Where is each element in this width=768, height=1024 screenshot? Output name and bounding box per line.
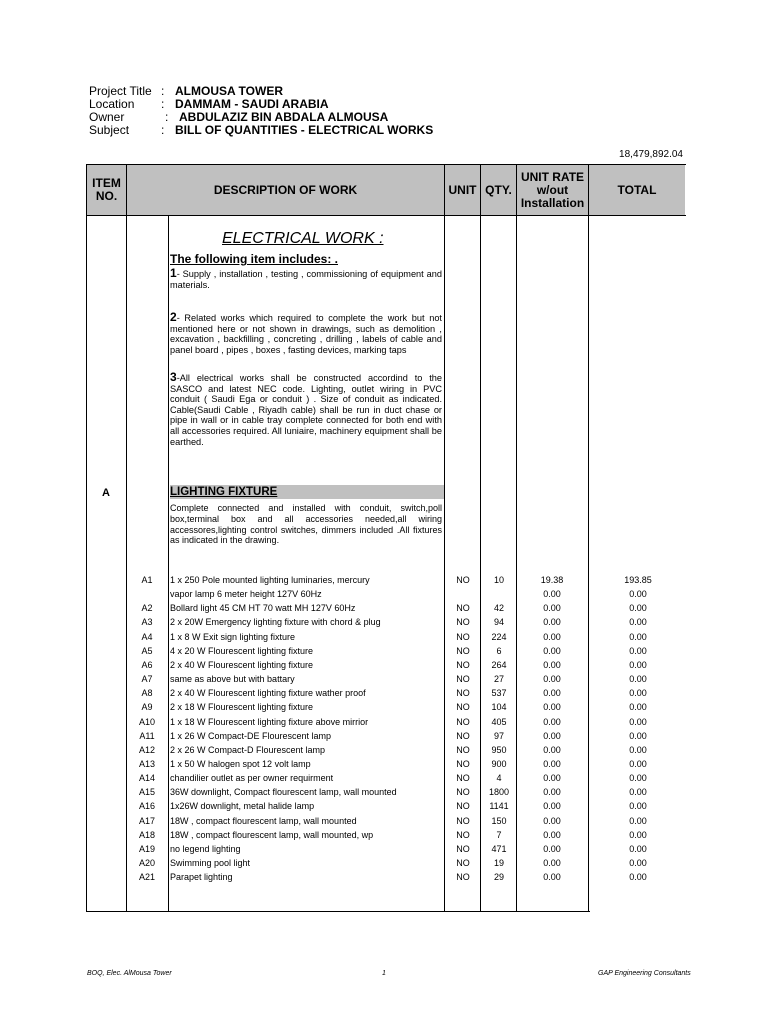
item-description: 1x26W downlight, metal halide lamp [170, 801, 315, 812]
table-row [127, 716, 687, 729]
item-unit-rate: 19.38 [540, 575, 564, 585]
item-quantity: 4 [496, 773, 502, 784]
item-unit: NO [456, 801, 470, 812]
item-total: 0.00 [629, 730, 647, 741]
item-quantity: 224 [491, 631, 507, 642]
item-total: 0.00 [629, 815, 647, 826]
item-unit: NO [456, 659, 470, 670]
item-unit-rate: 0.00 [543, 872, 561, 883]
item-quantity: 1141 [489, 801, 509, 812]
table-row [127, 588, 687, 601]
header-description: DESCRIPTION OF WORK [127, 165, 444, 215]
section-title: ELECTRICAL WORK : [222, 230, 384, 247]
item-description: vapor lamp 6 meter height 127V 60Hz [170, 589, 322, 600]
table-row [127, 786, 687, 799]
item-unit-rate: 0.00 [543, 815, 561, 826]
item-total: 0.00 [629, 758, 647, 769]
item-number: A15 [138, 787, 155, 798]
item-unit: NO [456, 829, 470, 840]
project-title-value: ALMOUSA TOWER [175, 84, 283, 98]
table-row [127, 659, 687, 672]
item-description: 36W downlight, Compact flourescent lamp, wall mounted [170, 787, 397, 798]
group-code: A [102, 487, 110, 499]
table-row [127, 602, 687, 615]
item-quantity: 900 [491, 758, 507, 769]
table-row [127, 631, 687, 644]
colon: : [161, 97, 165, 111]
item-total: 0.00 [629, 744, 647, 755]
item-quantity: 7 [496, 829, 502, 840]
location-label: Location [89, 97, 135, 111]
item-unit: NO [456, 674, 470, 685]
item-number: A4 [141, 631, 153, 642]
item-description: Swimming pool light [170, 858, 251, 868]
paragraph-1 [170, 268, 442, 290]
item-description: Parapet lighting [170, 872, 233, 883]
item-quantity: 264 [491, 659, 507, 670]
group-description: Complete connected and installed with conduit, switch,poll box,terminal box and all accessories needed,all wiring accessores,lighting control switches, dimmers included .All fixtures as indicated in the drawing. [170, 503, 442, 546]
item-quantity: 19 [493, 858, 504, 868]
item-total: 0.00 [629, 617, 647, 628]
item-total: 0.00 [629, 702, 647, 713]
item-total: 0.00 [629, 872, 647, 883]
item-quantity: 537 [491, 688, 507, 699]
item-unit-rate: 0.00 [543, 744, 561, 755]
item-unit-rate: 0.00 [543, 787, 561, 798]
item-number: A6 [141, 659, 153, 670]
item-unit-rate: 0.00 [543, 730, 561, 741]
colon: : [161, 84, 165, 98]
item-unit-rate: 0.00 [543, 843, 561, 854]
item-total: 0.00 [629, 631, 647, 642]
item-quantity: 104 [491, 702, 507, 713]
item-number: A3 [141, 617, 153, 628]
item-quantity: 27 [493, 674, 504, 685]
item-quantity: 97 [493, 730, 504, 741]
item-unit-rate: 0.00 [543, 702, 561, 713]
item-description: 2 x 40 W Flourescent lighting fixture wather proof [170, 688, 366, 699]
item-unit: NO [456, 843, 470, 854]
group-title: LIGHTING FIXTURE [170, 486, 278, 498]
owner-value: ABDULAZIZ BIN ABDALA ALMOUSA [179, 110, 389, 124]
item-total: 0.00 [629, 688, 647, 699]
item-unit: NO [456, 688, 470, 699]
item-description: 4 x 20 W Flourescent lighting fixture [170, 645, 314, 656]
item-unit: NO [456, 744, 470, 755]
item-total: 0.00 [629, 787, 647, 798]
footer-page-number: 1 [382, 970, 386, 977]
item-quantity: 29 [493, 872, 504, 883]
footer-left: BOQ, Elec. AlMousa Tower [87, 970, 172, 977]
item-unit-rate: 0.00 [543, 773, 561, 784]
item-number: A5 [141, 645, 153, 656]
item-description: 18W , compact flourescent lamp, wall mounted, wp [170, 829, 374, 840]
table-row [127, 843, 687, 856]
item-number: A14 [138, 773, 155, 784]
item-total: 0.00 [629, 801, 647, 812]
item-unit: NO [456, 758, 470, 769]
item-unit-rate: 0.00 [543, 688, 561, 699]
paragraph-number: 2 [170, 310, 177, 324]
item-quantity: 94 [493, 617, 504, 628]
paragraph-number: 3 [170, 370, 177, 384]
subject-value: BILL OF QUANTITIES - ELECTRICAL WORKS [175, 123, 434, 137]
table-row [127, 857, 687, 870]
item-number: A19 [138, 843, 155, 854]
item-number: A1 [141, 575, 153, 585]
item-total: 0.00 [629, 645, 647, 656]
group-title-bar [170, 485, 444, 499]
table-row [127, 730, 687, 743]
subject-label: Subject [89, 123, 130, 137]
item-quantity: 42 [493, 603, 504, 614]
item-description: same as above but with battary [170, 674, 295, 685]
item-unit-rate: 0.00 [543, 603, 561, 614]
item-unit-rate: 0.00 [543, 645, 561, 656]
table-row [127, 772, 687, 785]
item-total: 193.85 [624, 575, 652, 585]
grid-line [86, 215, 686, 216]
item-total: 0.00 [629, 843, 647, 854]
item-description: 1 x 50 W halogen spot 12 volt lamp [170, 758, 311, 769]
owner-label: Owner [89, 110, 125, 124]
item-quantity: 6 [496, 645, 502, 656]
item-unit: NO [456, 631, 470, 642]
item-description: 2 x 18 W Flourescent lighting fixture [170, 702, 314, 713]
item-total: 0.00 [629, 659, 647, 670]
item-description: 2 x 40 W Flourescent lighting fixture [170, 659, 314, 670]
item-number: A12 [138, 744, 155, 755]
item-unit: NO [456, 858, 470, 868]
item-unit: NO [456, 872, 470, 883]
section-subtitle: The following item includes: . [170, 252, 339, 266]
item-unit-rate: 0.00 [543, 631, 561, 642]
item-quantity: 950 [491, 744, 507, 755]
paragraph-text: - Related works which required to complete the work but not mentioned here or not shown in drawings, such as demolition , excavation , backfilling , concreting , drilling , labels of cable and panel board , pipes , boxes , fasting devices, marking taps [170, 313, 442, 355]
item-total: 0.00 [629, 674, 647, 685]
header-total: TOTAL [589, 165, 685, 215]
table-row [127, 800, 687, 813]
table-row [127, 701, 687, 714]
location-value: DAMMAM - SAUDI ARABIA [175, 97, 329, 111]
item-number: A7 [141, 674, 153, 685]
table-row [127, 645, 687, 658]
grid-line [86, 164, 686, 165]
item-description: 2 x 26 W Compact-D Flourescent lamp [170, 744, 326, 755]
item-description: 2 x 20W Emergency lighting fixture with chord & plug [170, 617, 381, 628]
item-unit: NO [456, 645, 470, 656]
header-unit-rate: UNIT RATE w/out Installation [517, 165, 588, 215]
item-unit: NO [456, 716, 470, 727]
item-total: 0.00 [629, 589, 647, 600]
item-number: A11 [139, 730, 155, 741]
paragraph-3 [170, 372, 442, 447]
paragraph-2 [170, 312, 442, 355]
table-row [127, 616, 687, 629]
footer-right: GAP Engineering Consultants [598, 970, 691, 977]
table-row [127, 815, 687, 828]
item-unit: NO [456, 575, 470, 585]
grand-total: 18,479,892.04 [619, 149, 683, 160]
table-row [127, 744, 687, 757]
item-quantity: 471 [491, 843, 507, 854]
item-description: 1 x 250 Pole mounted lighting luminaries, mercury [170, 575, 370, 585]
item-description: chandilier outlet as per owner requirment [170, 773, 334, 784]
table-row [127, 687, 687, 700]
item-number: A8 [141, 688, 153, 699]
item-unit-rate: 0.00 [543, 659, 561, 670]
paragraph-number: 1 [170, 266, 177, 280]
header-unit: UNIT [445, 165, 480, 215]
item-number: A9 [141, 702, 153, 713]
item-unit: NO [456, 815, 470, 826]
colon: : [161, 123, 165, 137]
table-row [127, 758, 687, 771]
item-total: 0.00 [629, 829, 647, 840]
table-row [127, 574, 687, 587]
item-number: A2 [141, 603, 153, 614]
item-number: A10 [138, 716, 155, 727]
item-unit-rate: 0.00 [543, 858, 561, 868]
item-number: A18 [138, 829, 155, 840]
item-unit-rate: 0.00 [543, 801, 561, 812]
item-unit: NO [456, 730, 470, 741]
item-unit-rate: 0.00 [543, 674, 561, 685]
item-unit-rate: 0.00 [543, 829, 561, 840]
item-number: A21 [138, 872, 155, 883]
item-unit-rate: 0.00 [543, 716, 561, 727]
header-qty: QTY. [481, 165, 516, 215]
item-description: 1 x 8 W Exit sign lighting fixture [170, 631, 296, 642]
paragraph-text: - Supply , installation , testing , commissioning of equipment and materials. [170, 269, 442, 290]
item-total: 0.00 [629, 603, 647, 614]
grid-line [86, 911, 590, 912]
item-unit: NO [456, 603, 470, 614]
grid-line [86, 164, 87, 912]
table-row [127, 673, 687, 686]
item-unit: NO [456, 773, 470, 784]
item-unit: NO [456, 787, 470, 798]
item-number: A16 [138, 801, 155, 812]
paragraph-text: -All electrical works shall be constructed accordind to the SASCO and latest NEC code. Lighting, outlet wiring in PVC conduit ( Saudi Ega or conduit ) . Size of conduit as indicated. Cable(Saudi Cable , Riyadh cable) shall be run in duct chase or pipe in wall or in cable tray complete connected for both end with all accessories required. All luniaire, machinery equipment shall be earthed. [170, 373, 442, 447]
item-unit-rate: 0.00 [543, 589, 561, 600]
item-unit: NO [456, 702, 470, 713]
item-total: 0.00 [629, 716, 647, 727]
item-description: 18W , compact flourescent lamp, wall mounted [170, 815, 357, 826]
item-total: 0.00 [629, 858, 647, 868]
item-quantity: 150 [491, 815, 507, 826]
item-quantity: 405 [491, 716, 507, 727]
colon: : [165, 110, 169, 124]
item-description: 1 x 18 W Flourescent lighting fixture above mirrior [170, 716, 369, 727]
item-total: 0.00 [629, 773, 647, 784]
table-row [127, 829, 687, 842]
item-unit-rate: 0.00 [543, 617, 561, 628]
item-description: no legend lighting [170, 843, 241, 854]
item-quantity: 1800 [488, 787, 510, 798]
item-description: Bollard light 45 CM HT 70 watt MH 127V 60Hz [170, 603, 356, 614]
header-item-no: ITEM NO. [87, 165, 126, 215]
item-description: 1 x 26 W Compact-DE Flourescent lamp [170, 730, 332, 741]
item-unit-rate: 0.00 [543, 758, 561, 769]
project-title-label: Project Title [89, 84, 152, 98]
item-quantity: 10 [493, 575, 504, 585]
item-number: A13 [138, 758, 155, 769]
item-number: A20 [138, 858, 155, 868]
item-unit: NO [456, 617, 470, 628]
table-row [127, 871, 687, 884]
item-number: A17 [138, 815, 155, 826]
